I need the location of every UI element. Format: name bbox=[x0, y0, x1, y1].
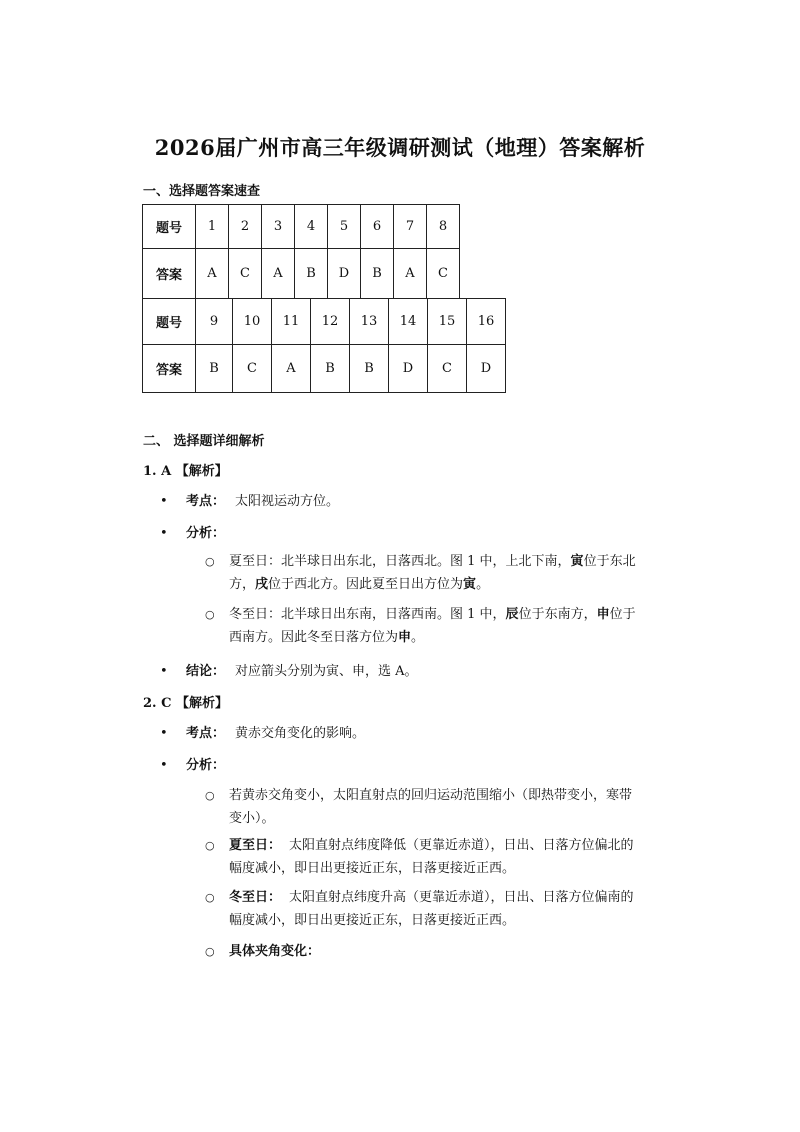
q1-sub-2 bbox=[205, 603, 644, 649]
answer-label: 答案 bbox=[143, 249, 196, 299]
question-number: 3 bbox=[262, 205, 295, 249]
table-row-question-numbers bbox=[143, 205, 460, 249]
table-row-question-numbers bbox=[143, 299, 506, 345]
circle-bullet-icon: ○ bbox=[205, 839, 215, 852]
question-number: 7 bbox=[394, 205, 427, 249]
question-number: 13 bbox=[350, 299, 389, 345]
question-number: 1 bbox=[196, 205, 229, 249]
question-2-header: 2. C 【解析】 bbox=[143, 696, 228, 711]
answer-cell: D bbox=[328, 249, 361, 299]
q2-sub-3 bbox=[205, 886, 644, 932]
question-number: 9 bbox=[196, 299, 233, 345]
bullet-icon: • bbox=[160, 526, 168, 541]
bullet-icon: • bbox=[160, 758, 168, 773]
q2-sub-2 bbox=[205, 834, 644, 880]
kaodian-label: 考点： bbox=[186, 726, 226, 741]
question-number: 15 bbox=[428, 299, 467, 345]
kaodian-text: 太阳视运动方位。 bbox=[235, 494, 340, 509]
q2-sub-3-text: 冬至日： 太阳直射点纬度升高（更靠近赤道），日出、日落方位偏南的幅度减小，即日出更接近正东，日落更接近正西。 bbox=[229, 890, 634, 928]
circle-bullet-icon: ○ bbox=[205, 891, 215, 904]
bullet-icon: • bbox=[160, 494, 168, 509]
circle-bullet-icon: ○ bbox=[205, 789, 215, 802]
q2-sub-2-text: 夏至日： 太阳直射点纬度降低（更靠近赤道），日出、日落方位偏北的幅度减小，即日出更接近正东，日落更接近正西。 bbox=[229, 838, 634, 876]
question-label: 题号 bbox=[143, 205, 196, 249]
jielun-text: 对应箭头分别为寅、申，选 A。 bbox=[235, 664, 418, 679]
answer-cell: C bbox=[428, 345, 467, 393]
answer-cell: C bbox=[233, 345, 272, 393]
kaodian-text: 黄赤交角变化的影响。 bbox=[235, 726, 366, 741]
question-number: 5 bbox=[328, 205, 361, 249]
q2-sub-4 bbox=[205, 940, 644, 963]
q1-sub-1 bbox=[205, 550, 644, 596]
bullet-icon: • bbox=[160, 726, 168, 741]
q1-fenxi bbox=[160, 522, 235, 541]
kaodian-label: 考点： bbox=[186, 494, 226, 509]
page-title: 2026届广州市高三年级调研测试（地理）答案解析 bbox=[154, 135, 646, 160]
answer-cell: D bbox=[467, 345, 506, 393]
answer-table-1 bbox=[142, 204, 460, 299]
answer-cell: A bbox=[196, 249, 229, 299]
q2-sub-1 bbox=[205, 784, 644, 830]
answer-cell: B bbox=[196, 345, 233, 393]
question-label: 题号 bbox=[143, 299, 196, 345]
fenxi-label: 分析： bbox=[186, 758, 226, 773]
section-1-heading: 一、选择题答案速查 bbox=[143, 184, 261, 199]
table-row-answers bbox=[143, 345, 506, 393]
question-number: 10 bbox=[233, 299, 272, 345]
question-number: 16 bbox=[467, 299, 506, 345]
question-1-header: 1. A 【解析】 bbox=[143, 464, 228, 479]
fenxi-label: 分析： bbox=[186, 526, 226, 541]
question-number: 14 bbox=[389, 299, 428, 345]
circle-bullet-icon: ○ bbox=[205, 608, 215, 621]
q2-kaodian bbox=[160, 722, 365, 741]
section-2-heading: 二、 选择题详细解析 bbox=[143, 434, 265, 449]
question-number: 4 bbox=[295, 205, 328, 249]
answer-cell: D bbox=[389, 345, 428, 393]
answer-cell: A bbox=[394, 249, 427, 299]
answer-cell: A bbox=[272, 345, 311, 393]
answer-cell: C bbox=[427, 249, 460, 299]
circle-bullet-icon: ○ bbox=[205, 945, 215, 958]
answer-cell: B bbox=[311, 345, 350, 393]
answer-cell: A bbox=[262, 249, 295, 299]
jielun-label: 结论： bbox=[186, 664, 226, 679]
circle-bullet-icon: ○ bbox=[205, 555, 215, 568]
table-row-answers bbox=[143, 249, 460, 299]
q2-sub-1-text: 若黄赤交角变小，太阳直射点的回归运动范围缩小（即热带变小，寒带变小）。 bbox=[229, 788, 633, 826]
answer-cell: B bbox=[295, 249, 328, 299]
answer-label: 答案 bbox=[143, 345, 196, 393]
q1-sub-1-text: 夏至日：北半球日出东北，日落西北。图 1 中，上北下南，寅位于东北方，戌位于西北方。因此夏至日出方位为寅。 bbox=[229, 554, 636, 592]
answer-cell: C bbox=[229, 249, 262, 299]
q2-fenxi bbox=[160, 754, 235, 773]
question-number: 6 bbox=[361, 205, 394, 249]
q1-jielun bbox=[160, 660, 418, 679]
bullet-icon: • bbox=[160, 664, 168, 679]
answer-cell: B bbox=[350, 345, 389, 393]
q2-sub-4-text: 具体夹角变化： bbox=[229, 944, 321, 959]
question-number: 11 bbox=[272, 299, 311, 345]
answer-table-2 bbox=[142, 298, 506, 393]
q1-sub-2-text: 冬至日：北半球日出东南，日落西南。图 1 中，辰位于东南方，申位于西南方。因此冬至日落方位为申。 bbox=[229, 607, 636, 645]
question-number: 12 bbox=[311, 299, 350, 345]
question-number: 2 bbox=[229, 205, 262, 249]
q1-kaodian bbox=[160, 490, 339, 509]
question-number: 8 bbox=[427, 205, 460, 249]
answer-cell: B bbox=[361, 249, 394, 299]
